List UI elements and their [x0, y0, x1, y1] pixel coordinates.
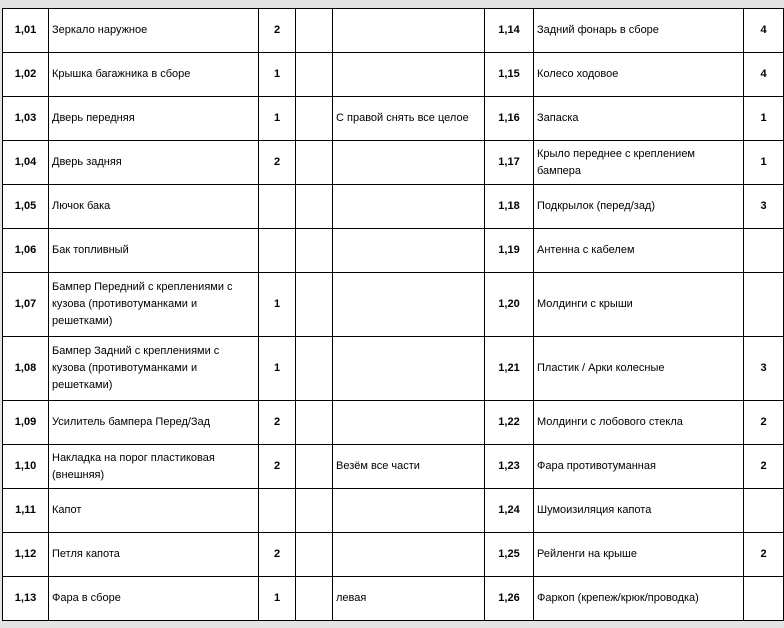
empty-cell[interactable] [296, 273, 333, 337]
item-note-cell[interactable]: левая [333, 577, 485, 621]
item-name-cell[interactable]: Усилитель бампера Перед/Зад [49, 401, 259, 445]
item-quantity-cell[interactable]: 2 [744, 401, 784, 445]
item-name-cell[interactable]: Дверь передняя [49, 97, 259, 141]
item-note-cell[interactable] [333, 185, 485, 229]
item-number-cell[interactable]: 1,20 [485, 273, 534, 337]
item-quantity-cell[interactable]: 1 [259, 577, 296, 621]
empty-cell[interactable] [296, 489, 333, 533]
item-number-cell[interactable]: 1,05 [3, 185, 49, 229]
item-number-cell[interactable]: 1,21 [485, 337, 534, 401]
item-name-cell[interactable]: Фара противотуманная [534, 445, 744, 489]
item-name-cell[interactable]: Крышка багажника в сборе [49, 53, 259, 97]
item-number-cell[interactable]: 1,12 [3, 533, 49, 577]
item-number-cell[interactable]: 1,16 [485, 97, 534, 141]
item-quantity-cell[interactable]: 2 [259, 445, 296, 489]
item-name-cell[interactable]: Лючок бака [49, 185, 259, 229]
table-row [3, 445, 784, 489]
item-number-cell[interactable]: 1,10 [3, 445, 49, 489]
table-row [3, 97, 784, 141]
item-name-cell[interactable]: Подкрылок (перед/зад) [534, 185, 744, 229]
item-quantity-cell[interactable]: 1 [259, 53, 296, 97]
item-number-cell[interactable]: 1,01 [3, 9, 49, 53]
item-name-cell[interactable]: Рейленги на крыше [534, 533, 744, 577]
item-name-cell[interactable]: Накладка на порог пластиковая (внешняя) [49, 445, 259, 489]
item-quantity-cell[interactable]: 1 [744, 97, 784, 141]
item-number-cell[interactable]: 1,23 [485, 445, 534, 489]
table-row [3, 185, 784, 229]
empty-cell[interactable] [296, 141, 333, 185]
item-quantity-cell[interactable]: 1 [259, 273, 296, 337]
item-quantity-cell[interactable]: 4 [744, 53, 784, 97]
item-quantity-cell[interactable] [744, 489, 784, 533]
table-row [3, 577, 784, 621]
item-name-cell[interactable]: Фара в сборе [49, 577, 259, 621]
item-note-cell[interactable] [333, 141, 485, 185]
empty-cell[interactable] [296, 577, 333, 621]
item-name-cell[interactable]: Шумоизиляция капота [534, 489, 744, 533]
item-name-cell[interactable]: Антенна с кабелем [534, 229, 744, 273]
item-quantity-cell[interactable]: 2 [259, 9, 296, 53]
item-number-cell[interactable]: 1,19 [485, 229, 534, 273]
item-number-cell[interactable]: 1,14 [485, 9, 534, 53]
item-name-cell[interactable]: Петля капота [49, 533, 259, 577]
item-number-cell[interactable]: 1,11 [3, 489, 49, 533]
table-row [3, 533, 784, 577]
empty-cell[interactable] [296, 337, 333, 401]
item-name-cell[interactable]: Колесо ходовое [534, 53, 744, 97]
item-number-cell[interactable]: 1,06 [3, 229, 49, 273]
empty-cell[interactable] [296, 53, 333, 97]
item-quantity-cell[interactable] [744, 273, 784, 337]
item-quantity-cell[interactable]: 2 [259, 533, 296, 577]
item-quantity-cell[interactable]: 3 [744, 185, 784, 229]
item-name-cell[interactable]: Молдинги с лобового стекла [534, 401, 744, 445]
item-name-cell[interactable]: Крыло переднее с креплением бампера [534, 141, 744, 185]
table-row [3, 9, 784, 53]
table-row [3, 141, 784, 185]
item-quantity-cell[interactable] [259, 185, 296, 229]
item-note-cell[interactable] [333, 53, 485, 97]
item-name-cell[interactable]: Задний фонарь в сборе [534, 9, 744, 53]
item-name-cell[interactable]: Молдинги с крыши [534, 273, 744, 337]
item-name-cell[interactable]: Запаска [534, 97, 744, 141]
item-quantity-cell[interactable]: 2 [259, 401, 296, 445]
item-note-cell[interactable] [333, 9, 485, 53]
item-note-cell[interactable] [333, 273, 485, 337]
item-number-cell[interactable]: 1,09 [3, 401, 49, 445]
item-name-cell[interactable]: Бампер Задний с креплениями с кузова (противотуманками и решетками) [49, 337, 259, 401]
item-note-cell[interactable] [333, 337, 485, 401]
empty-cell[interactable] [296, 9, 333, 53]
item-note-cell[interactable] [333, 229, 485, 273]
item-quantity-cell[interactable]: 2 [259, 141, 296, 185]
item-quantity-cell[interactable]: 1 [259, 97, 296, 141]
item-quantity-cell[interactable]: 2 [744, 533, 784, 577]
empty-cell[interactable] [296, 401, 333, 445]
item-quantity-cell[interactable]: 2 [744, 445, 784, 489]
item-name-cell[interactable]: Капот [49, 489, 259, 533]
item-note-cell[interactable] [333, 489, 485, 533]
item-number-cell[interactable]: 1,18 [485, 185, 534, 229]
item-name-cell[interactable]: Дверь задняя [49, 141, 259, 185]
empty-cell[interactable] [296, 97, 333, 141]
item-number-cell[interactable]: 1,26 [485, 577, 534, 621]
item-quantity-cell[interactable]: 4 [744, 9, 784, 53]
item-name-cell[interactable]: Бак топливный [49, 229, 259, 273]
item-quantity-cell[interactable]: 1 [259, 337, 296, 401]
item-name-cell[interactable]: Зеркало наружное [49, 9, 259, 53]
item-note-cell[interactable]: Везём все части [333, 445, 485, 489]
item-number-cell[interactable]: 1,13 [3, 577, 49, 621]
item-note-cell[interactable] [333, 401, 485, 445]
item-quantity-cell[interactable] [259, 229, 296, 273]
empty-cell[interactable] [296, 445, 333, 489]
item-name-cell[interactable]: Фаркоп (крепеж/крюк/проводка) [534, 577, 744, 621]
item-quantity-cell[interactable] [744, 577, 784, 621]
item-quantity-cell[interactable] [744, 229, 784, 273]
item-number-cell[interactable]: 1,24 [485, 489, 534, 533]
item-quantity-cell[interactable]: 1 [744, 141, 784, 185]
item-number-cell[interactable]: 1,15 [485, 53, 534, 97]
empty-cell[interactable] [296, 185, 333, 229]
item-number-cell[interactable]: 1,08 [3, 337, 49, 401]
item-note-cell[interactable] [333, 533, 485, 577]
item-note-cell[interactable]: С правой снять все целое [333, 97, 485, 141]
item-number-cell[interactable]: 1,07 [3, 273, 49, 337]
table-row [3, 273, 784, 337]
item-quantity-cell[interactable] [259, 489, 296, 533]
item-number-cell[interactable]: 1,03 [3, 97, 49, 141]
item-quantity-cell[interactable]: 3 [744, 337, 784, 401]
item-name-cell[interactable]: Пластик / Арки колесные [534, 337, 744, 401]
item-number-cell[interactable]: 1,22 [485, 401, 534, 445]
item-name-cell[interactable]: Бампер Передний с креплениями с кузова (противотуманками и решетками) [49, 273, 259, 337]
parts-table [2, 8, 784, 621]
empty-cell[interactable] [296, 229, 333, 273]
table-row [3, 489, 784, 533]
item-number-cell[interactable]: 1,04 [3, 141, 49, 185]
empty-cell[interactable] [296, 533, 333, 577]
item-number-cell[interactable]: 1,17 [485, 141, 534, 185]
table-row [3, 53, 784, 97]
item-number-cell[interactable]: 1,25 [485, 533, 534, 577]
table-row [3, 229, 784, 273]
item-number-cell[interactable]: 1,02 [3, 53, 49, 97]
table-row [3, 337, 784, 401]
table-row [3, 401, 784, 445]
